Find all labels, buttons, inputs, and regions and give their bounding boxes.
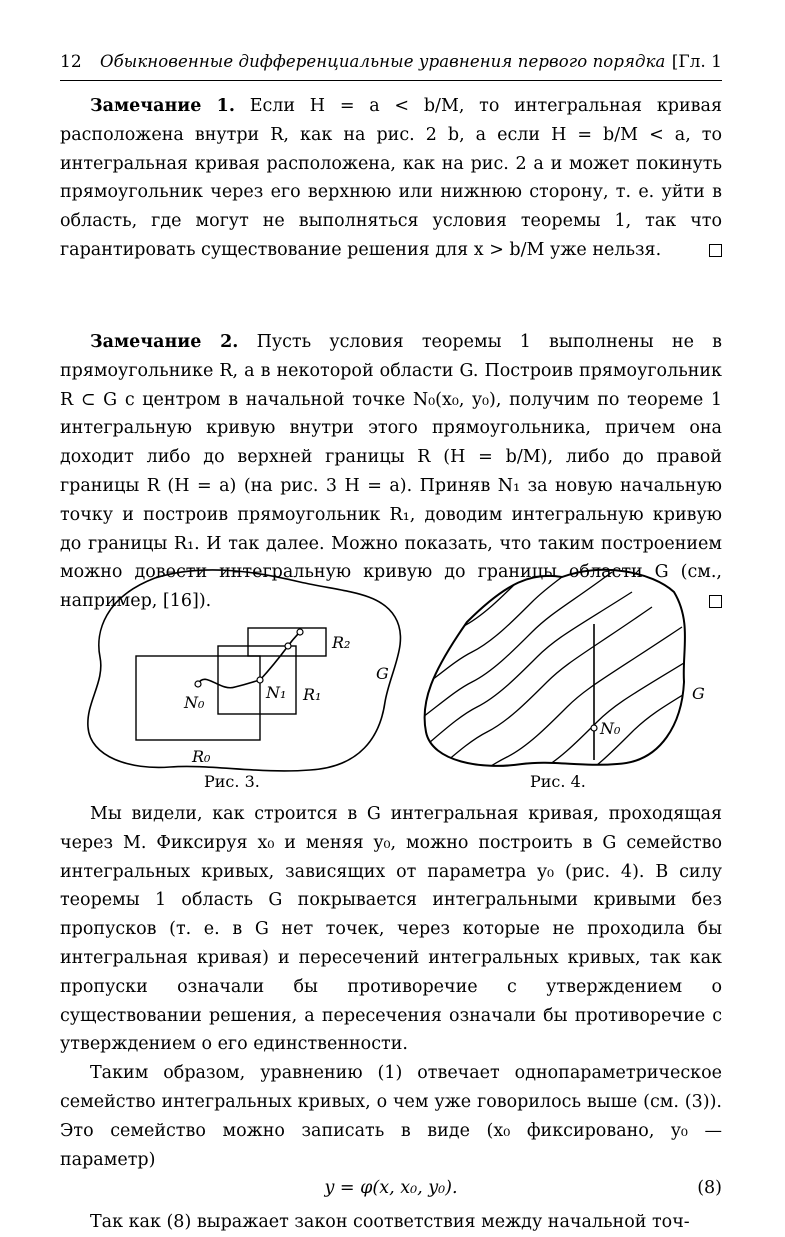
label-n0: N₀ [600,719,621,738]
remark-1-text: Если H = a < b/M, то интегральная кривая расположена внутри R, как на рис. 2 b, а если H = b/M < a, то интегральная кривая расположена, как на рис. 2 a и может покинуть прямоугольник через его верхнюю или нижнюю сторону, т. е. уйти в область, где могут не выполняться условия теоремы 1, так что гарантировать существование решения для x > b/M уже нельзя. [60,96,722,260]
label-g: G [692,684,705,703]
region-g-outline [425,570,685,766]
page-number: 12 [60,52,82,72]
figure-4-caption: Рис. 4. [530,772,586,791]
point-n0 [195,681,201,687]
equation-number: (8) [697,1178,722,1199]
region-g-outline [88,570,401,771]
paragraph-2: Таким образом, уравнению (1) отвечает однопараметрическое семейство интегральных кривых, о чем уже говорилось выше (см. (3)). Это семейство можно записать в виде (x₀ фиксировано, y₀ — параметр) [60,1063,722,1170]
figure-4 [412,542,712,782]
point-n0 [591,725,597,731]
running-header [60,52,722,81]
remark-1-title: Замечание 1. [90,96,235,116]
integral-curve [198,632,300,688]
main-text [60,800,722,1237]
paragraph-1: Мы видели, как строится в G интегральная кривая, проходящая через M. Фиксируя x₀ и меняя y₀, можно построить в G семейство интегральных кривых, зависящих от параметра y₀ (рис. 4). В силу теоремы 1 область G покрывается интегральными кривыми без пропусков (т. е. в G нет точек, через которые не проходила бы интегральная кривая) и пересечений интегральных кривых, так как пропуски означали бы противоречие с утверждением о существовании решения, а пересечения означали бы противоречие с утверждением о его единственности. [60,804,722,1055]
label-r2: R₂ [332,633,351,652]
figure-3 [60,542,420,782]
figure-3-caption: Рис. 3. [204,772,260,791]
equation-text: y = φ(x, x₀, y₀). [324,1178,458,1199]
remark-2-title: Замечание 2. [90,332,239,352]
qed-icon [679,236,722,265]
label-n1: N₁ [266,683,287,702]
rect-r2 [248,628,326,656]
point-n2 [285,643,291,649]
label-n0: N₀ [184,693,205,712]
page [60,52,722,1233]
label-r0: R₀ [192,747,211,766]
remark-1 [60,92,722,265]
label-r1: R₁ [303,685,322,704]
point-n1 [257,677,263,683]
remark-2-text: Пусть условия теоремы 1 выполнены не в прямоугольнике R, а в некоторой области G. Построив прямоугольник R ⊂ G с центром в начальной точке N₀(x₀, y₀), получим по теореме 1 интегральную кривую внутри этого прямоугольника, причем она доходит либо до верхней границы R (H = b/M), либо до правой границы R (H = a) (на рис. 3 H = a). Приняв N₁ за новую начальную точку и построив прямоугольник R₁, доводим интегральную кривую до границы R₁. И так далее. Можно показать, что таким построением можно довести интегральную кривую до границы области G (см., например, [16]). [60,332,722,612]
label-g: G [376,664,389,683]
running-title: Обыкновенные дифференциальные уравнения первого порядка [100,52,666,71]
paragraph-3: Так как (8) выражает закон соответствия между начальной точ- [90,1212,690,1233]
chapter-label: [Гл. 1 [671,52,722,72]
equation-8 [60,1174,722,1202]
point-n3 [297,629,303,635]
figures [60,542,722,797]
